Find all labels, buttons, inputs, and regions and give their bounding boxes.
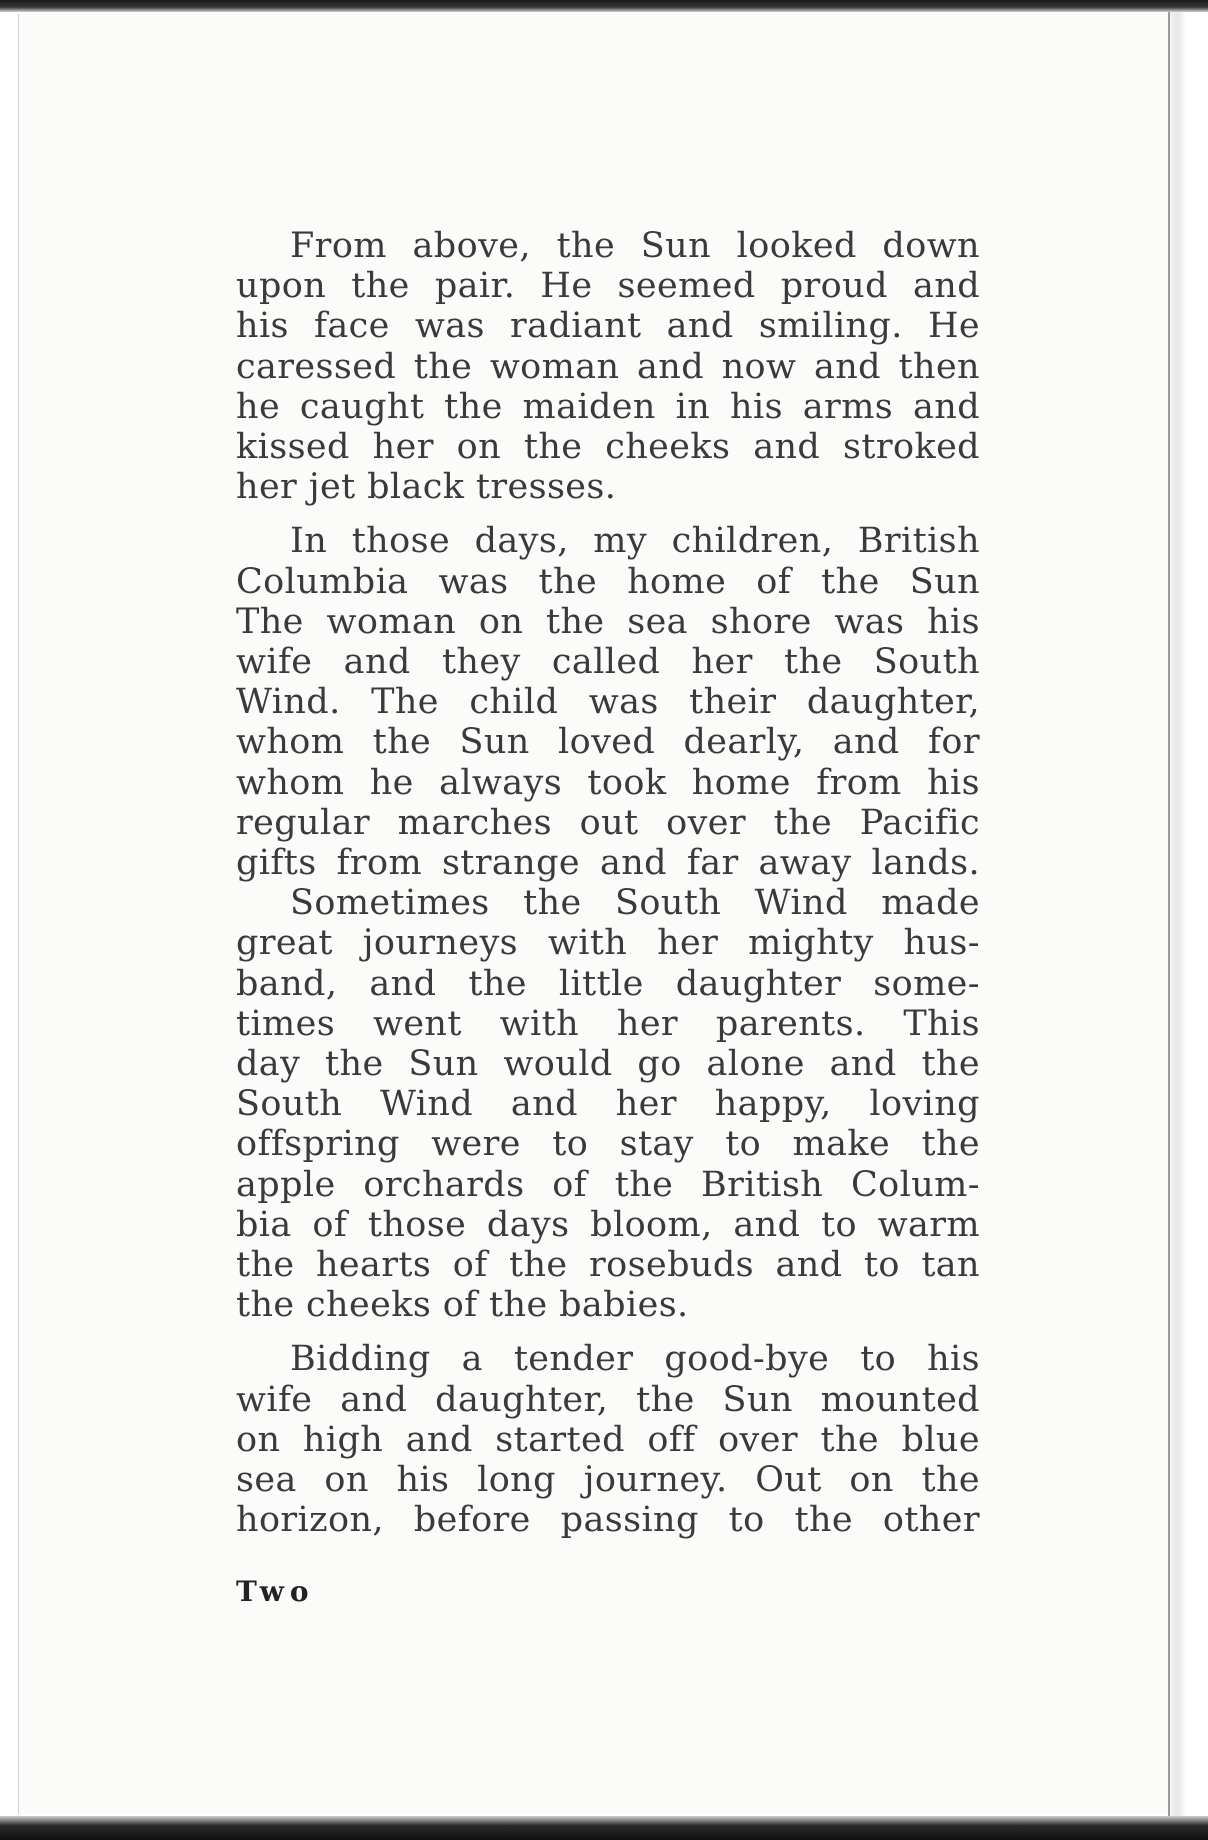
text-line: kissed her on the cheeks and stroked <box>236 427 980 468</box>
text-line: day the Sun would go alone and the <box>236 1044 980 1085</box>
text-line: whom the Sun loved dearly, and for <box>236 722 980 763</box>
text-line: sea on his long journey. Out on the <box>236 1460 980 1501</box>
paragraph-gap <box>236 507 980 521</box>
text-line: The woman on the sea shore was his <box>236 601 980 642</box>
text-line: gifts from strange and far away lands. <box>236 843 980 884</box>
paragraph <box>236 521 980 883</box>
text-line: upon the pair. He seemed proud and <box>236 266 980 307</box>
text-line: Sometimes the South Wind made <box>290 883 980 924</box>
text-line: her jet black tresses. <box>236 467 617 508</box>
text-line: caressed the woman and now and then <box>236 346 980 387</box>
paragraph <box>236 883 980 1325</box>
page-number: Two <box>236 1575 315 1608</box>
text-line: he caught the maiden in his arms and <box>236 386 980 427</box>
text-line: regular marches out over the Pacific <box>236 802 980 843</box>
text-line: whom he always took home from his <box>236 762 980 803</box>
text-line: times went with her parents. This <box>236 1003 980 1044</box>
page-gutter-edge <box>1168 12 1208 1816</box>
scan-top-edge <box>0 0 1208 12</box>
scan-bottom-edge <box>0 1816 1208 1840</box>
text-line: Bidding a tender good-bye to his <box>290 1339 980 1380</box>
text-line: From above, the Sun looked down <box>290 226 980 266</box>
text-line: Wind. The child was their daughter, <box>236 682 980 723</box>
text-line: Columbia was the home of the Sun <box>236 561 980 602</box>
text-line: the cheeks of the babies. <box>236 1285 689 1326</box>
text-line: offspring were to stay to make the <box>236 1124 980 1165</box>
paragraph <box>236 1339 980 1540</box>
text-line: South Wind and her happy, loving <box>236 1084 980 1125</box>
paragraph-gap <box>236 1325 980 1339</box>
text-line: band, and the little daughter some- <box>236 963 980 1004</box>
text-line: great journeys with her mighty hus- <box>236 923 980 964</box>
text-line: bia of those days bloom, and to warm <box>236 1204 980 1245</box>
text-line: apple orchards of the British Colum- <box>236 1164 980 1205</box>
text-line: wife and they called her the South <box>236 642 980 683</box>
text-line: horizon, before passing to the other <box>236 1500 980 1541</box>
body-text <box>236 226 980 1541</box>
text-line: on high and started off over the blue <box>236 1419 980 1460</box>
text-line: wife and daughter, the Sun mounted <box>236 1379 980 1420</box>
text-line: his face was radiant and smiling. He <box>236 306 980 347</box>
text-line: the hearts of the rosebuds and to tan <box>236 1245 980 1286</box>
paragraph <box>236 226 980 507</box>
text-line: In those days, my children, British <box>290 521 980 562</box>
